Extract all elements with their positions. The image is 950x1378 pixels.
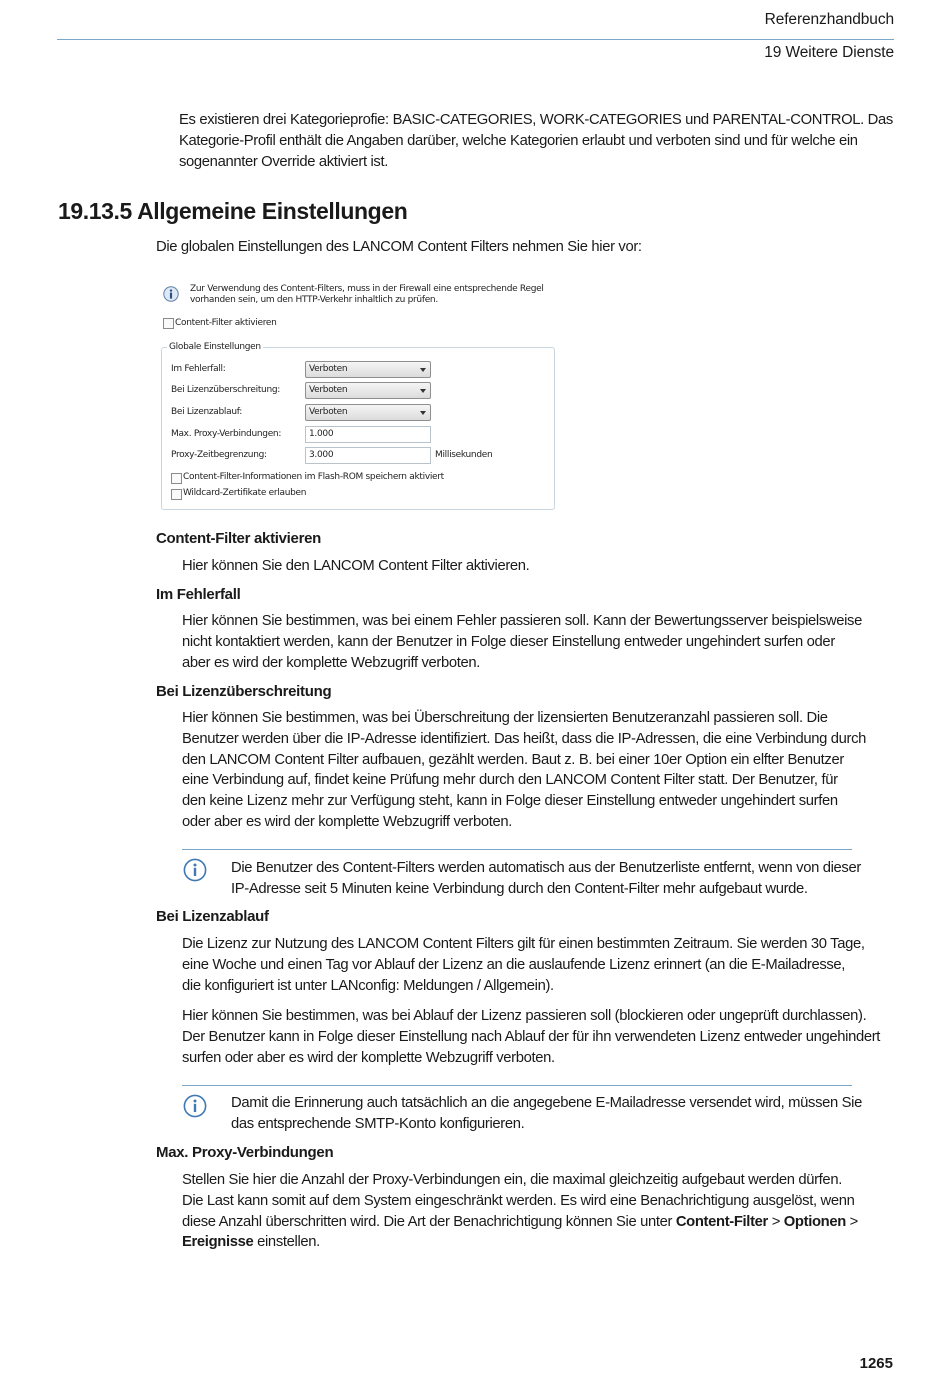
dropdown-arrow-icon xyxy=(420,389,426,393)
term-content-filter-aktivieren: Content-Filter aktivieren xyxy=(156,530,322,547)
term-description xyxy=(182,556,529,577)
description-line: surfen oder aber es wird der komplette Webzugriff verboten. xyxy=(182,1049,555,1066)
menu-path-content-filter: Content-Filter xyxy=(675,1213,768,1230)
error-case-label: Im Fehlerfall: xyxy=(171,364,226,374)
running-header-title: Referenzhandbuch xyxy=(764,11,894,28)
description-line xyxy=(182,1232,858,1253)
description-line xyxy=(182,1212,858,1233)
license-exceed-label: Bei Lizenzüberschreitung: xyxy=(171,385,280,395)
intro-line: Kategorie-Profil enthält die Angaben darüber, welche Kategorien erlaubt und verboten sind und für welche ein xyxy=(179,132,858,149)
note-text xyxy=(231,858,861,900)
note-text xyxy=(231,1093,862,1135)
running-header-chapter: 19 Weitere Dienste xyxy=(764,44,894,61)
term-description xyxy=(182,1006,880,1068)
description-line: den LANCOM Content Filter aufbauen, gezählt werden. Baut z. B. bei einer 10er Option ein elfter Benutzer xyxy=(182,751,844,768)
section-lead: Die globalen Einstellungen des LANCOM Content Filters nehmen Sie hier vor: xyxy=(156,239,642,255)
proxy-timeout-value: 3.000 xyxy=(309,450,334,460)
intro-line: sogenannter Override aktiviert ist. xyxy=(179,153,388,170)
enable-content-filter-checkbox[interactable] xyxy=(163,318,174,329)
firewall-info-text xyxy=(190,284,544,306)
note-rule xyxy=(182,1085,852,1086)
info-icon xyxy=(183,1094,207,1118)
description-text: einstellen. xyxy=(253,1234,320,1251)
max-proxy-value: 1.000 xyxy=(309,429,334,439)
error-case-value: Verboten xyxy=(309,364,348,374)
description-line: Hier können Sie bestimmen, was bei einem Fehler passieren soll. Kann der Bewertungsserver beispielsweise xyxy=(182,613,862,629)
description-line: Benutzer werden über die IP-Adresse identifiziert. Das heißt, dass die IP-Adressen, die eine Verbindung durch xyxy=(182,730,867,747)
info-line: vorhanden sein, um den HTTP-Verkehr inhaltlich zu prüfen. xyxy=(190,295,438,305)
license-expire-value: Verboten xyxy=(309,407,348,417)
intro-paragraph xyxy=(179,110,893,172)
dropdown-arrow-icon xyxy=(420,368,426,372)
flash-rom-checkbox[interactable] xyxy=(171,473,182,484)
term-description xyxy=(182,708,866,833)
settings-dialog xyxy=(158,280,558,515)
license-expire-select[interactable] xyxy=(305,404,431,421)
description-line: Hier können Sie den LANCOM Content Filter aktivieren. xyxy=(182,558,530,574)
note-line: das entsprechende SMTP-Konto konfigurieren. xyxy=(231,1115,525,1132)
term-im-fehlerfall: Im Fehlerfall xyxy=(156,586,241,603)
info-icon xyxy=(183,858,207,882)
enable-content-filter-label: Content-Filter aktivieren xyxy=(175,318,277,328)
menu-path-ereignisse: Ereignisse xyxy=(182,1234,254,1251)
max-proxy-input[interactable] xyxy=(305,426,431,443)
description-line: Die Last kann somit auf dem System eingeschränkt werden. Es wird eine Benachrichtigung ausgelöst, wenn xyxy=(182,1192,855,1209)
description-line: aber es wird der komplette Webzugriff verboten. xyxy=(182,654,481,671)
term-description xyxy=(182,611,862,673)
description-line: Hier können Sie bestimmen, was bei Ablauf der Lizenz passieren soll (blockieren oder ungeprüft durchlassen). xyxy=(182,1008,867,1024)
proxy-timeout-label: Proxy-Zeitbegrenzung: xyxy=(171,450,267,460)
flash-rom-label: Content-Filter-Informationen im Flash-ROM speichern aktiviert xyxy=(183,472,444,482)
max-proxy-label: Max. Proxy-Verbindungen: xyxy=(171,429,282,439)
term-max-proxy-verbindungen: Max. Proxy-Verbindungen xyxy=(156,1144,334,1161)
license-expire-label: Bei Lizenzablauf: xyxy=(171,407,243,417)
path-separator: > xyxy=(767,1213,784,1230)
description-text: diese Anzahl überschritten wird. Die Art der Benachrichtigung können Sie unter xyxy=(182,1213,676,1230)
path-separator: > xyxy=(845,1213,858,1230)
description-line: Der Benutzer kann in Folge dieser Einstellung nach Ablauf der für ihn verwendeten Lizenz entweder ungehindert xyxy=(182,1028,881,1045)
section-heading: 19.13.5 Allgemeine Einstellungen xyxy=(58,198,408,224)
term-bei-lizenzablauf: Bei Lizenzablauf xyxy=(156,908,269,925)
description-line: oder aber es wird der komplette Webzugriff verboten. xyxy=(182,813,512,830)
info-line: Zur Verwendung des Content-Filters, muss in der Firewall eine entsprechende Regel xyxy=(190,284,544,294)
proxy-timeout-unit: Millisekunden xyxy=(435,450,493,460)
description-line: Die Lizenz zur Nutzung des LANCOM Content Filters gilt für einen bestimmten Zeitraum. Sie werden 30 Tage, xyxy=(182,936,865,952)
wildcard-cert-label: Wildcard-Zertifikate erlauben xyxy=(183,488,307,498)
term-bei-lizenzueberschreitung: Bei Lizenzüberschreitung xyxy=(156,683,332,700)
dropdown-arrow-icon xyxy=(420,411,426,415)
term-description xyxy=(182,1170,858,1253)
description-line: die konfiguriert ist unter LANconfig: Meldungen / Allgemein). xyxy=(182,977,554,994)
description-line: den keine Lizenz mehr zur Verfügung steht, kann in Folge dieser Einstellung entweder ungehindert surfen xyxy=(182,793,838,810)
description-line: eine Woche und einen Tag vor Ablauf der Lizenz an die auslaufende Lizenz erinnert (an die E-Mailadresse, xyxy=(182,956,846,973)
wildcard-cert-checkbox[interactable] xyxy=(171,489,182,500)
note-rule xyxy=(182,849,852,850)
page-number: 1265 xyxy=(859,1355,893,1372)
description-line: nicht kontaktiert werden, kann der Benutzer in Folge dieser Einstellung entweder ungehindert surfen oder xyxy=(182,633,835,650)
global-settings-group-title: Globale Einstellungen xyxy=(169,342,261,352)
description-line: Stellen Sie hier die Anzahl der Proxy-Verbindungen ein, die maximal gleichzeitig aufgebaut werden dürfen. xyxy=(182,1172,842,1188)
note-line: Die Benutzer des Content-Filters werden automatisch aus der Benutzerliste entfernt, wenn von dieser xyxy=(231,860,861,876)
description-line: Hier können Sie bestimmen, was bei Überschreitung der lizensierten Benutzeranzahl passieren soll. Die xyxy=(182,710,828,726)
info-icon xyxy=(163,286,179,302)
intro-line: Es existieren drei Kategorieprofie: BASIC-CATEGORIES, WORK-CATEGORIES und PARENTAL-CONTROL. Das xyxy=(179,112,893,128)
description-line: eine Verbindung auf, findet keine Prüfung mehr durch den LANCOM Content Filter statt. Der Benutzer, für xyxy=(182,772,838,789)
header-rule xyxy=(57,39,894,40)
menu-path-optionen: Optionen xyxy=(783,1213,846,1230)
proxy-timeout-input[interactable] xyxy=(305,447,431,464)
error-case-select[interactable] xyxy=(305,361,431,378)
note-line: IP-Adresse seit 5 Minuten keine Verbindung durch den Content-Filter mehr aufgebaut wurde. xyxy=(231,880,808,897)
license-exceed-select[interactable] xyxy=(305,382,431,399)
note-line: Damit die Erinnerung auch tatsächlich an die angegebene E-Mailadresse versendet wird, müssen Sie xyxy=(231,1095,862,1111)
term-description xyxy=(182,934,865,996)
license-exceed-value: Verboten xyxy=(309,385,348,395)
